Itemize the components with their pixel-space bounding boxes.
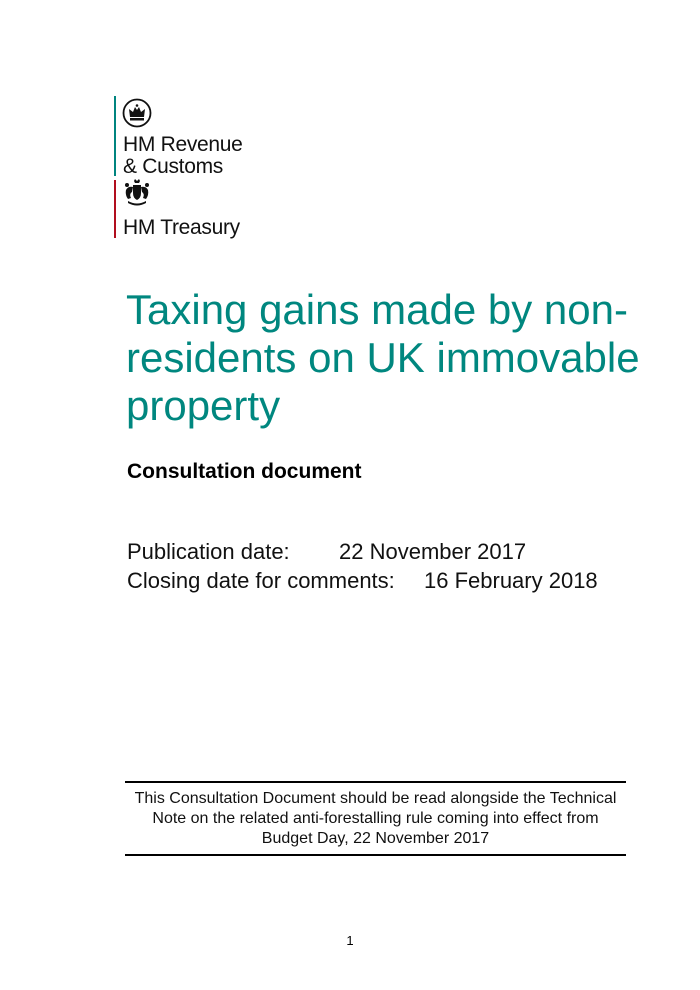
hmrc-logo-line-1: HM Revenue	[123, 133, 243, 156]
hmrc-logo-line-2: & Customs	[123, 155, 223, 178]
page-number: 1	[346, 933, 354, 948]
document-subtitle: Consultation document	[127, 460, 362, 483]
publication-date-value: 22 November 2017	[339, 539, 527, 564]
logo-block	[114, 96, 314, 241]
royal-coat-of-arms-icon	[122, 178, 152, 208]
hmt-logo-bar	[114, 180, 116, 238]
publication-date-label: Publication date:	[127, 539, 290, 564]
closing-date-label: Closing date for comments:	[127, 568, 395, 593]
hmrc-logo-bar	[114, 96, 116, 176]
document-title: Taxing gains made by non-residents on UK immovable property	[126, 286, 640, 429]
crown-icon	[122, 98, 152, 128]
closing-date-value: 16 February 2018	[424, 568, 598, 593]
hmt-logo-text: HM Treasury	[123, 216, 240, 239]
technical-note-notice: This Consultation Document should be read alongside the Technical Note on the related anti-forestalling rule coming into effect from Budget Day, 22 November 2017	[125, 781, 626, 856]
